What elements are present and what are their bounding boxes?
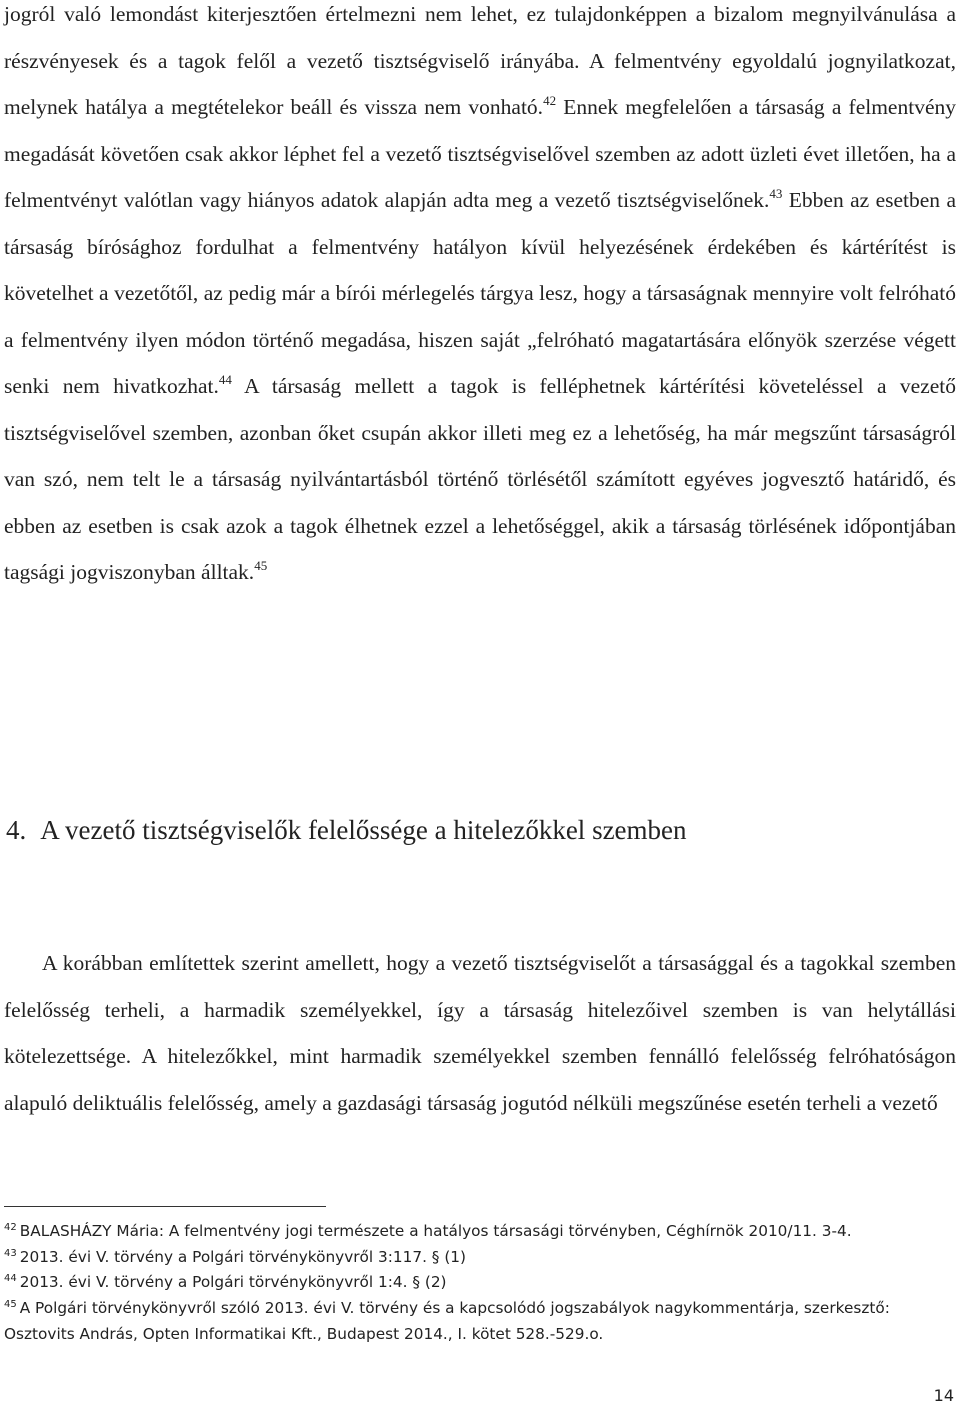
footnote-text: 2013. évi V. törvény a Polgári törvénykönyvről 1:4. § (2) (19, 1273, 447, 1292)
footnote-number: 43 (4, 1247, 17, 1259)
footnote-number: 44 (4, 1273, 17, 1285)
paragraph-text: Ennek megfelelően a társaság a felmentvény megadását követően csak akkor léphet fel a vezető tisztségviselővel szemben az adott üzleti évet illetően, ha a felmentvényt valótlan vagy hiányos adatok alapján adta meg a vezető tisztségviselőnek. (4, 95, 956, 212)
footnote-ref-42[interactable]: 42 (543, 93, 557, 108)
footnotes (4, 1219, 956, 1348)
footnote-separator (4, 1206, 326, 1207)
footnote-text: A Polgári törvénykönyvről szóló 2013. évi V. törvény és a kapcsolódó jogszabályok nagykommentárja, szerkesztő: Osztovits András, Opten Informatikai Kft., Budapest 2014., I. kötet 528.-529.o. (4, 1299, 890, 1343)
paragraph-text: jogról való lemondást kiterjesztően értelmezni nem lehet, ez tulajdonképpen a bizalom megnyilvánulása a részvényesek és a tagok felől a vezető tisztségviselő irányába. A felmentvény egyoldalú jognyilatkozat, melynek hatálya a megtételekor beáll és vissza nem vonható. (4, 2, 956, 119)
paragraph-text: Ebben az esetben a társaság bírósághoz fordulhat a felmentvény hatályon kívül helyezésének érdekében és kártérítést is követelhet a vezetőtől, az pedig már a bírói mérlegelés tárgya lesz, hogy a társaságnak mennyire volt felróható a felmentvény ilyen módon történő megadása, hiszen saját „felróható magatartására előnyök szerzése végett senki nem hivatkozhat. (4, 188, 956, 398)
footnote-45 (4, 1296, 956, 1347)
footnote-42 (4, 1219, 956, 1245)
footnote-number: 42 (4, 1222, 17, 1233)
section-title: A vezető tisztségviselők felelőssége a hitelezőkkel szemben (40, 815, 687, 845)
paragraph-text: A társaság mellett a tagok is felléphetnek kártérítési követeléssel a vezető tisztségviselővel szemben, azonban őket csupán akkor illeti meg ez a lehetőség, ha már megszűnt társaságról van szó, nem telt le a társaság nyilvántartásból történő törlésétől számított egyéves jogvesztő határidő, és ebben az esetben is csak azok a tagok élhetnek ezzel a lehetőséggel, akik a társaság törlésének időpontjában tagsági jogviszonyban álltak. (4, 374, 956, 584)
footnote-44 (4, 1270, 956, 1296)
body-paragraph-1 (4, 0, 956, 596)
footnote-text: BALASHÁZY Mária: A felmentvény jogi természete a hatályos társasági törvényben, Céghírnök 2010/11. 3-4. (19, 1222, 852, 1240)
footnote-ref-45[interactable]: 45 (254, 558, 268, 573)
footnote-text: 2013. évi V. törvény a Polgári törvénykönyvről 3:117. § (1) (19, 1247, 466, 1266)
footnote-ref-43[interactable]: 43 (769, 186, 783, 201)
section-heading (6, 815, 687, 846)
footnote-number: 45 (4, 1299, 17, 1311)
body-paragraph-2: A korábban említettek szerint amellett, hogy a vezető tisztségviselőt a társasággal és a tagokkal szemben felelősség terheli, a harmadik személyekkel, így a társaság hitelezőivel szemben is van helytállási kötelezettsége. A hitelezőkkel, mint harmadik személyekkel szemben fennálló felelősség felróhatóságon alapuló deliktuális felelősség, amely a gazdasági társaság jogutód nélküli megszűnése esetén terheli a vezető (4, 951, 956, 1115)
page-number: 14 (933, 1386, 954, 1405)
section-number: 4. (6, 815, 27, 845)
footnote-ref-44[interactable]: 44 (218, 372, 232, 387)
footnote-43 (4, 1245, 956, 1271)
